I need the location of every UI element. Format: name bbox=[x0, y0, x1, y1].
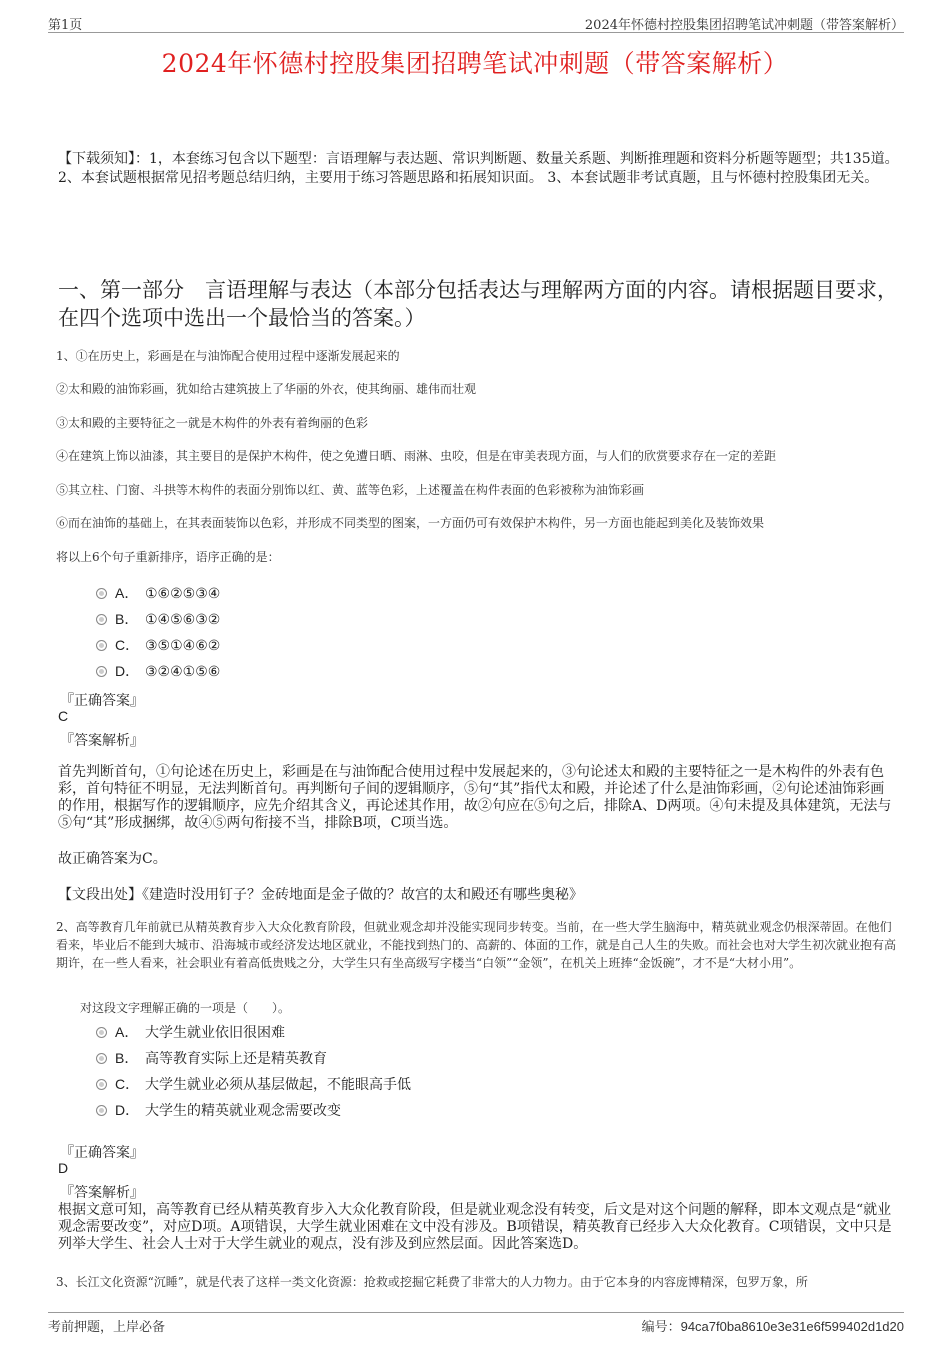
q1-answer: C bbox=[58, 708, 69, 724]
q1-line-4: ④在建筑上饰以油漆，其主要目的是保护木构件，使之免遭日晒、雨淋、虫咬，但是在审美表现方面，与人们的欣赏要求存在一定的差距 bbox=[56, 449, 777, 463]
radio-icon[interactable] bbox=[96, 1105, 107, 1116]
q2-analysis-label: 『答案解析』 bbox=[60, 1185, 144, 1201]
q1-option-d[interactable]: D． ③②④①⑤⑥ bbox=[96, 661, 220, 681]
page-header bbox=[48, 14, 904, 33]
q2-answer: D bbox=[58, 1160, 69, 1176]
q1-line-1: 1、①在历史上，彩画是在与油饰配合使用过程中逐渐发展起来的 bbox=[56, 349, 400, 363]
q1-prompt: 将以上6个句子重新排序，语序正确的是： bbox=[56, 550, 280, 564]
radio-icon[interactable] bbox=[96, 1079, 107, 1090]
radio-icon[interactable] bbox=[96, 640, 107, 651]
q1-line-5: ⑤其立柱、门窗、斗拱等木构件的表面分别饰以红、黄、蓝等色彩，上述覆盖在构件表面的色彩被称为油饰彩画 bbox=[56, 483, 645, 497]
q1-conclusion: 故正确答案为C。 bbox=[58, 851, 167, 867]
q1-line-6: ⑥而在油饰的基础上，在其表面装饰以色彩，并形成不同类型的图案，一方面仍可有效保护木构件，另一方面也能起到美化及装饰效果 bbox=[56, 516, 765, 530]
q2-option-c[interactable]: C． 大学生就业必须从基层做起，不能眼高手低 bbox=[96, 1074, 411, 1094]
q2-text: 2、高等教育几年前就已从精英教育步入大众化教育阶段，但就业观念却并没能实现同步转变。当前，在一些大学生脑海中，精英就业观念仍根深蒂固。在他们看来，毕业后不能到大城市、沿海城市或经济发达地区就业，不能找到热门的、高薪的、体面的工作，就是自己人生的失败。而社会也对大学生初次就业抱有高期许，在一些人看来，社会职业有着高低贵贱之分，大学生只有坐高级写字楼当“白领”“金领”，在机关上班捧“金饭碗”，才不是“大材小用”。 bbox=[56, 920, 897, 970]
q1-option-c[interactable]: C． ③⑤①④⑥② bbox=[96, 635, 220, 655]
q2-option-b[interactable]: B． 高等教育实际上还是精英教育 bbox=[96, 1048, 327, 1068]
q1-analysis-label: 『答案解析』 bbox=[60, 733, 144, 749]
q1-source: 【文段出处】《建造时没用钉子？金砖地面是金子做的？故宫的太和殿还有哪些奥秘》 bbox=[58, 887, 583, 903]
q2-option-a[interactable]: A． 大学生就业依旧很困难 bbox=[96, 1022, 285, 1042]
page-footer bbox=[48, 1312, 904, 1334]
q2-answer-label: 『正确答案』 bbox=[60, 1145, 144, 1161]
radio-icon[interactable] bbox=[96, 588, 107, 599]
q1-line-2: ②太和殿的油饰彩画，犹如给古建筑披上了华丽的外衣，使其绚丽、雄伟而壮观 bbox=[56, 382, 477, 396]
page-number: 第1页 bbox=[48, 18, 83, 33]
radio-icon[interactable] bbox=[96, 1053, 107, 1064]
download-notice: 【下载须知】：1，本套练习包含以下题型：言语理解与表达题、常识判断题、数量关系题、判断推理题和资料分析题等题型；共135道。 2、本套试题根据常见招考题总结归纳，主要用于练习答题思路和拓展知识面。 3、本套试题非考试真题，且与怀德村控股集团无关。 bbox=[58, 151, 899, 186]
q1-analysis: 首先判断首句，①句论述在历史上，彩画是在与油饰配合使用过程中发展起来的，③句论述太和殿的主要特征之一是木构件的外表有色彩，首句特征不明显，无法判断首句。再判断句子间的逻辑顺序，⑤句“其”指代太和殿，并论述了什么是油饰彩画，②句论述油饰彩画的作用，根据写作的逻辑顺序，应先介绍其含义，再论述其作用，故②句应在⑤句之后，排除A、D两项。④句未提及具体建筑，无法与⑤句“其”形成捆绑，故④⑤两句衔接不当，排除B项，C项当选。 bbox=[58, 764, 892, 831]
radio-icon[interactable] bbox=[96, 614, 107, 625]
q1-option-a[interactable]: A． ①⑥②⑤③④ bbox=[96, 583, 220, 603]
q2-option-d[interactable]: D． 大学生的精英就业观念需要改变 bbox=[96, 1100, 341, 1120]
radio-icon[interactable] bbox=[96, 1027, 107, 1038]
q2-analysis: 根据文意可知，高等教育已经从精英教育步入大众化教育阶段，但是就业观念没有转变，后文是对这个问题的解释，即本文观点是“就业观念需要改变”，对应D项。A项错误，大学生就业困难在文中没有涉及。B项错误，精英教育已经步入大众化教育。C项错误，文中只是列举大学生、社会人士对于大学生就业的观点，没有涉及到应然层面。因此答案选D。 bbox=[58, 1202, 892, 1252]
header-doc-title: 2024年怀德村控股集团招聘笔试冲刺题（带答案解析） bbox=[584, 18, 904, 33]
q1-line-3: ③太和殿的主要特征之一就是木构件的外表有着绚丽的色彩 bbox=[56, 416, 369, 430]
q2-prompt: 对这段文字理解正确的一项是（ ）。 bbox=[80, 1001, 291, 1015]
page-title: 2024年怀德村控股集团招聘笔试冲刺题（带答案解析） bbox=[161, 49, 789, 78]
q1-option-b[interactable]: B． ①④⑤⑥③② bbox=[96, 609, 220, 629]
footer-slogan: 考前押题，上岸必备 bbox=[48, 1320, 166, 1335]
section-title: 一、第一部分 言语理解与表达（本部分包括表达与理解两方面的内容。请根据题目要求，在四个选项中选出一个最恰当的答案。） bbox=[58, 278, 898, 330]
q3-text: 3、长江文化资源“沉睡”，就是代表了这样一类文化资源：抢救或挖掘它耗费了非常大的人力物力。由于它本身的内容庞博精深，包罗万象，所 bbox=[56, 1275, 808, 1289]
footer-code: 编号：94ca7f0ba8610e3e31e6f599402d1d20 bbox=[641, 1319, 904, 1335]
q1-answer-label: 『正确答案』 bbox=[60, 693, 144, 709]
radio-icon[interactable] bbox=[96, 666, 107, 677]
